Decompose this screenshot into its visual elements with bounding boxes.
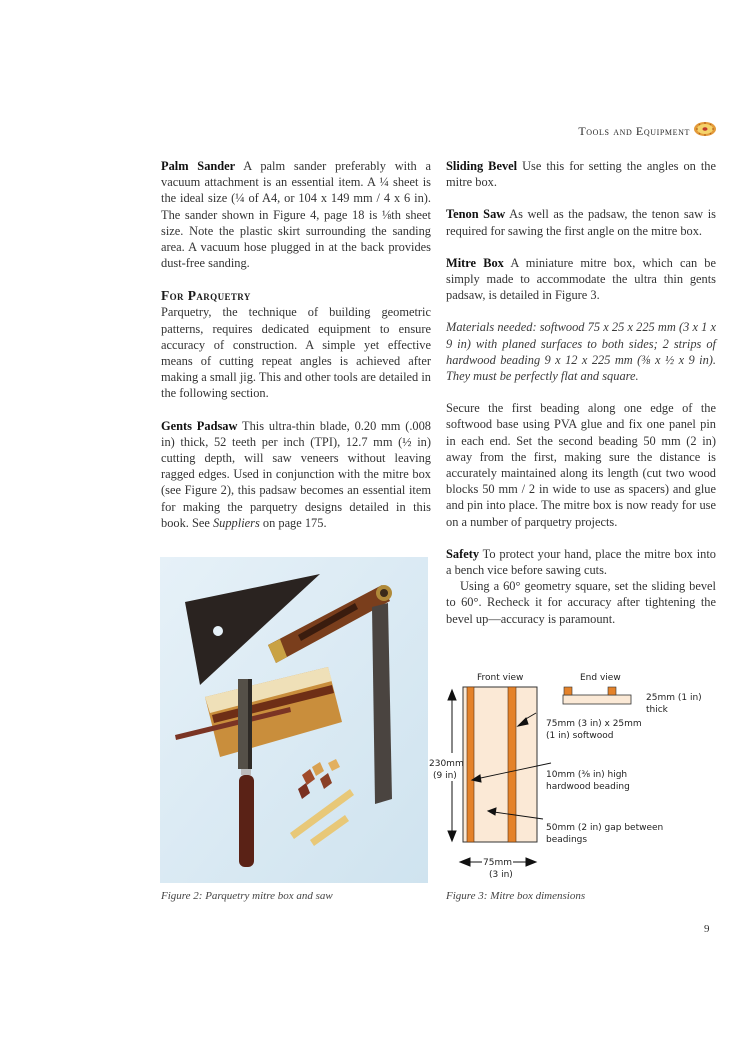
beading-left (467, 687, 474, 842)
safety-paragraph: Safety To protect your hand, place the mitre box into a bench vice before sawing cuts. (446, 546, 716, 578)
svg-text:230mm: 230mm (429, 759, 464, 769)
figure-3-caption: Figure 3: Mitre box dimensions (446, 890, 586, 902)
svg-text:25mm (1 in): 25mm (1 in) (646, 693, 702, 703)
palm-sander-paragraph: Palm Sander A palm sander preferably with a vacuum attachment is an essential item. A ¼ sheet is the ideal size (¼ of A4, or 104 x 149 mm / 4 x 6 in). The sander shown in Figure 4, page 18 is ⅛th sheet size. Note the plastic skirt surrounding the sanding area. A vacuum hose plugged in at the back provides dust-free sanding. (161, 159, 431, 271)
section-heading-parquetry: For Parquetry (161, 288, 251, 304)
front-view-label: Front view (477, 673, 524, 683)
svg-text:(3 in): (3 in) (489, 870, 513, 880)
svg-text:hardwood beading: hardwood beading (546, 782, 630, 792)
svg-text:(9 in): (9 in) (433, 771, 457, 781)
figure-2-caption: Figure 2: Parquetry mitre box and saw (161, 890, 333, 902)
mitre-box-term: Mitre Box (446, 255, 504, 270)
end-view-label: End view (580, 673, 621, 683)
left-column (161, 158, 431, 547)
svg-text:thick: thick (646, 705, 668, 715)
svg-text:75mm: 75mm (483, 858, 512, 868)
softwood-base-end (563, 695, 631, 704)
svg-text:50mm (2 in) gap between: 50mm (2 in) gap between (546, 823, 664, 833)
svg-text:(1 in) softwood: (1 in) softwood (546, 731, 614, 741)
figure-3-mitre-box-diagram (420, 668, 720, 883)
svg-text:75mm (3 in) x 25mm: 75mm (3 in) x 25mm (546, 719, 642, 729)
secure-beading-paragraph: Secure the first beading along one edge of the softwood base using PVA glue and fix one panel pin in each end. Set the second beading 50 mm (2 in) away from the first, making sure the distance is accurately maintained along its length (cut two wood blocks 50 mm / 2 in wide to use as spacers) and glue and pin into place. The mitre box is now ready for use on a number of parquetry projects. (446, 401, 716, 529)
gents-padsaw-paragraph: Gents Padsaw This ultra-thin blade, 0.20 mm (.008 in) thick, 52 teeth per inch (TPI), 12.7 mm (½ in) cutting depth, will saw veneers without leaving ragged edges. Used in conjunction with the mitre box (see Figure 2), this padsaw becomes an essential item for making the parquetry designs detailed in this book. See Suppliers on page 175. (161, 418, 432, 530)
materials-needed-note: Materials needed: softwood 75 x 25 x 225 mm (3 x 1 x 9 in) with planed surfaces to both sides; 2 strips of hardwood beading 9 x 12 x 225 mm (⅜ x ½ x 9 in). They must be perfectly flat and square. (446, 320, 716, 384)
safety-term: Safety (446, 546, 480, 561)
parquetry-paragraph: Parquetry, the technique of building geometric patterns, requires dedicated equipment to ensure accuracy of construction. A simple yet effective means of cutting repeat angles is achieved after making a small jig. This and other tools are detailed in the following section. (161, 305, 431, 401)
svg-text:beadings: beadings (546, 835, 588, 845)
running-head: Tools and Equipment (578, 124, 690, 138)
gents-padsaw-term: Gents Padsaw (161, 418, 238, 433)
tenon-saw-paragraph: Tenon Saw As well as the padsaw, the tenon saw is required for sawing the first angle on the mitre box. (446, 207, 716, 238)
palm-sander-term: Palm Sander (161, 159, 236, 173)
mitre-box-paragraph: Mitre Box A miniature mitre box, which can be simply made to accommodate the ultra thin gents padsaw, is detailed in Figure 3. (446, 255, 717, 303)
sliding-bevel-term: Sliding Bevel (446, 159, 518, 173)
tenon-saw-term: Tenon Saw (446, 207, 506, 222)
beading-right (508, 687, 516, 842)
svg-text:10mm (⅜ in) high: 10mm (⅜ in) high (546, 770, 628, 780)
right-column (446, 158, 716, 643)
suppliers-reference: Suppliers (212, 515, 260, 530)
sliding-bevel-paragraph: Sliding Bevel Use this for setting the angles on the mitre box. (446, 159, 716, 190)
page-number: 9 (704, 923, 710, 935)
figure-2-photo (160, 557, 428, 883)
bevel-setting-paragraph: Using a 60° geometry square, set the sliding bevel to 60°. Recheck it for accuracy after tightening the bevel up—accuracy is paramount. (446, 579, 716, 626)
rosette-ornament-icon (693, 121, 717, 137)
